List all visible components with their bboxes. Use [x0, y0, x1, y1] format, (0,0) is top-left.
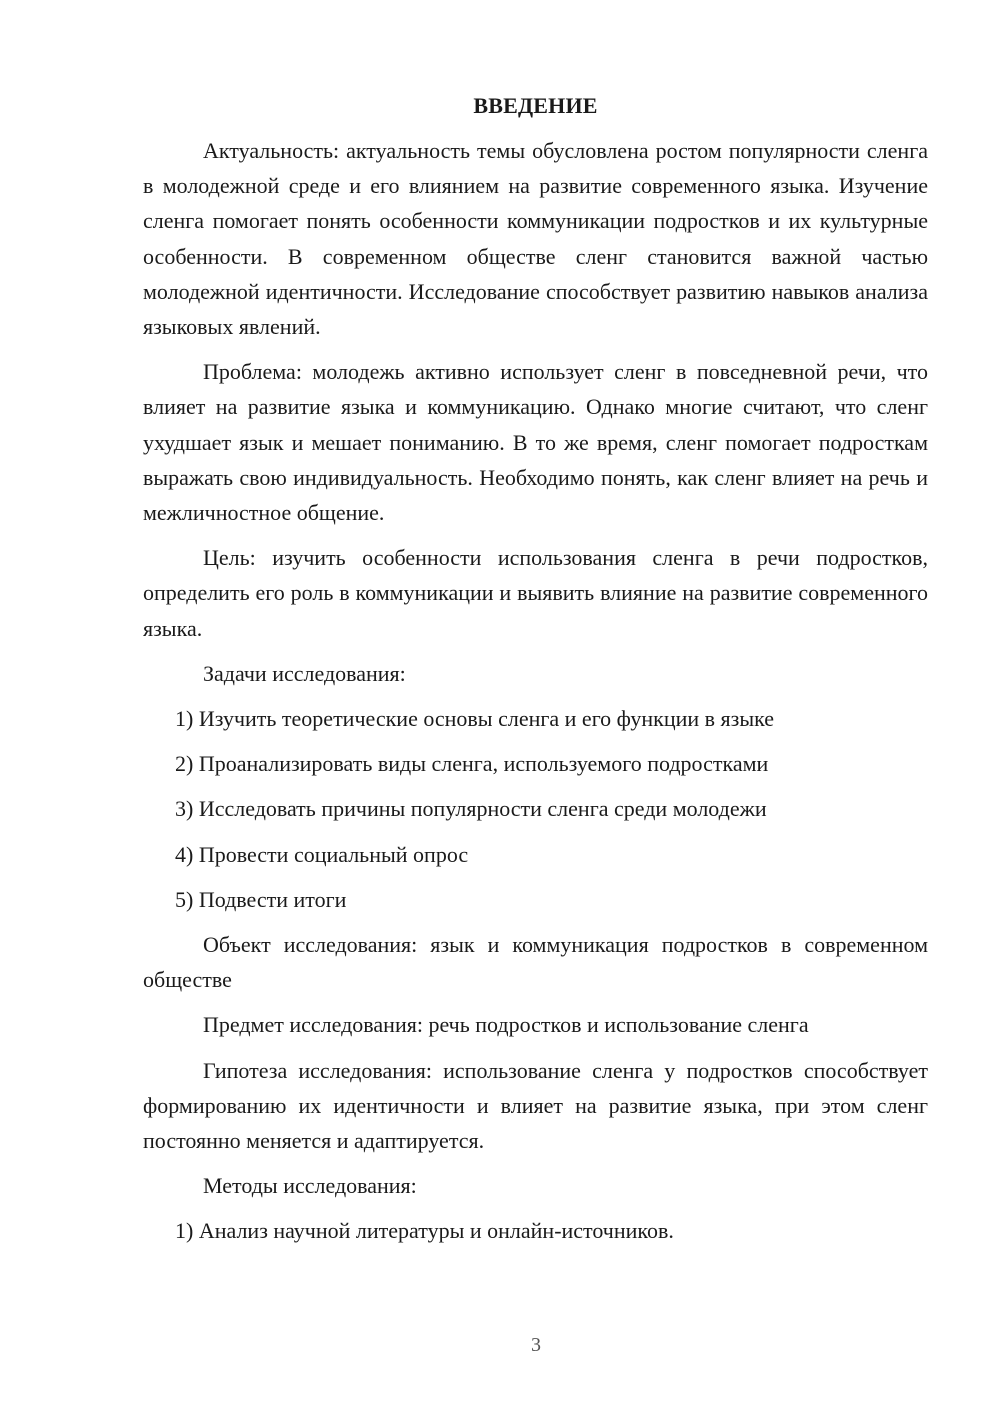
methods-list [143, 1213, 928, 1248]
methods-heading: Методы исследования: [203, 1173, 417, 1199]
object-paragraph: Объект исследования: язык и коммуникация подростков в современном обществе [143, 932, 928, 993]
tasks-list [143, 701, 928, 917]
document-page [143, 88, 928, 1249]
goal-paragraph: Цель: изучить особенности использования сленга в речи подростков, определить его роль в коммуникации и выявить влияние на развитие современного языка. [143, 545, 928, 641]
subject-paragraph: Предмет исследования: речь подростков и использование сленга [203, 1012, 809, 1038]
list-item: 1) Анализ научной литературы и онлайн-источников. [175, 1218, 674, 1244]
page-title: ВВЕДЕНИЕ [473, 93, 598, 118]
list-item: 2) Проанализировать виды сленга, используемого подростками [175, 751, 769, 777]
list-item: 1) Изучить теоретические основы сленга и его функции в языке [175, 706, 775, 732]
hypothesis-paragraph: Гипотеза исследования: использование сленга у подростков способствует формированию их идентичности и влияет на развитие языка, при этом сленг постоянно меняется и адаптируется. [143, 1057, 928, 1154]
page-number: 3 [531, 1334, 541, 1356]
list-item: 5) Подвести итоги [175, 886, 347, 912]
list-item: 3) Исследовать причины популярности сленга среди молодежи [175, 796, 767, 822]
relevance-paragraph: Актуальность: актуальность темы обусловлена ростом популярности сленга в молодежной среде и его влиянием на развитие современного языка. Изучение сленга помогает понять особенности коммуникации подростков и их культурные особенности. В современном обществе сленг становится важной частью молодежной идентичности. Исследование способствует развитию навыков анализа языковых явлений. [143, 138, 928, 340]
tasks-heading: Задачи исследования: [203, 660, 406, 686]
problem-paragraph: Проблема: молодежь активно использует сленг в повседневной речи, что влияет на развитие языка и коммуникацию. Однако многие считают, что сленг ухудшает язык и мешает пониманию. В то же время, сленг помогает подросткам выражать свою индивидуальность. Необходимо понять, как сленг влияет на речь и межличностное общение. [143, 359, 928, 526]
list-item: 4) Провести социальный опрос [175, 841, 469, 867]
